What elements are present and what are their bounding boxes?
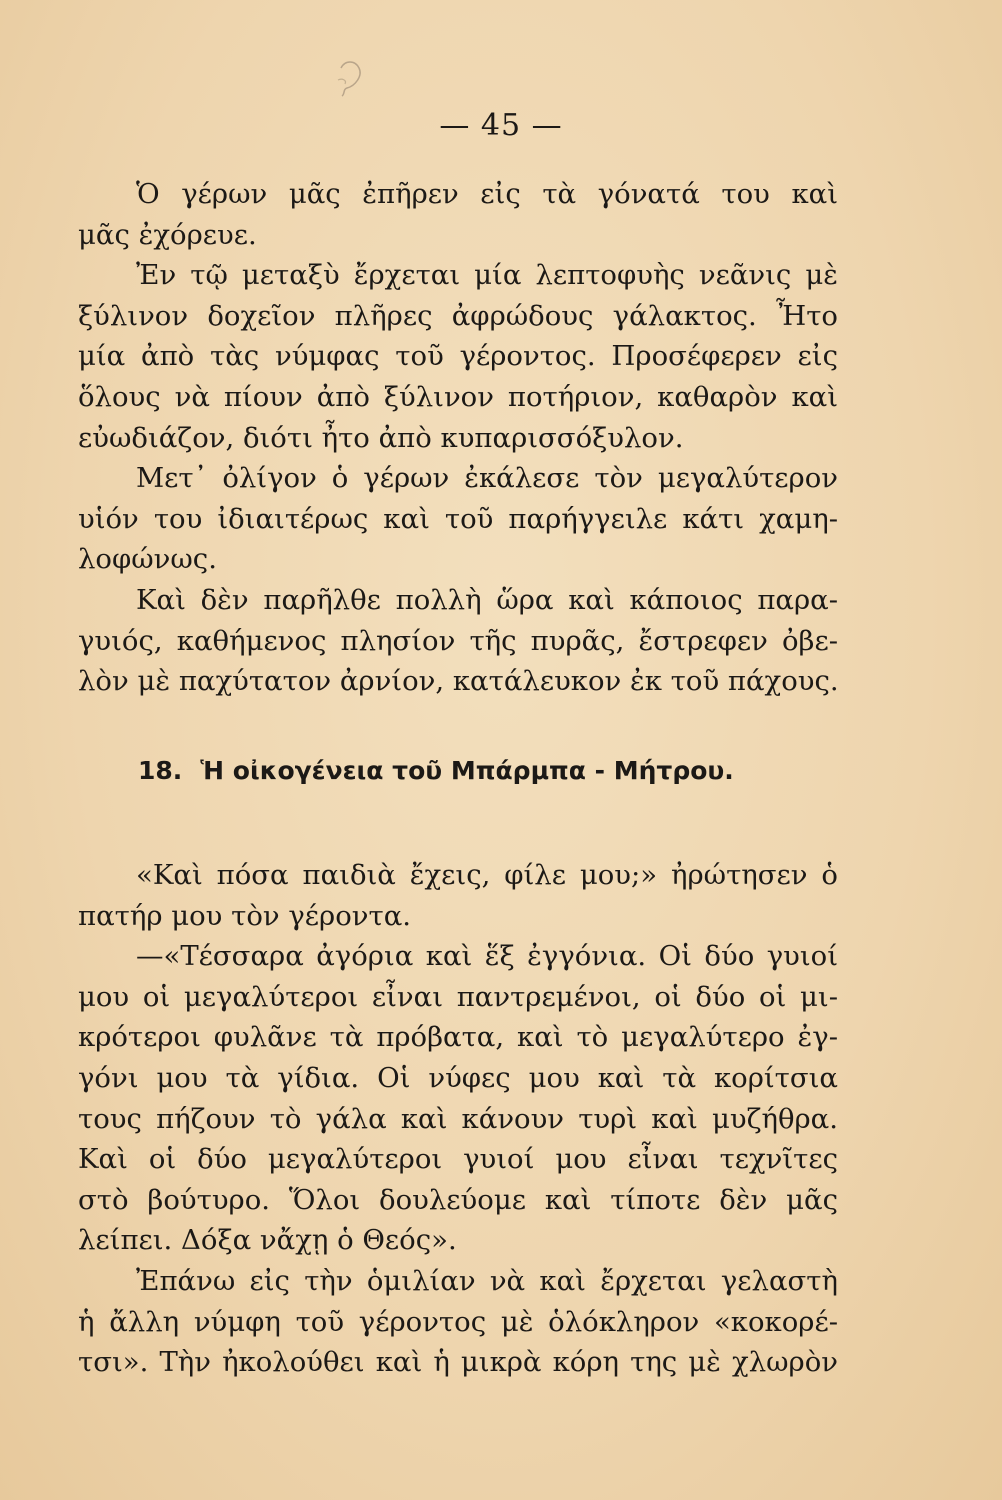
- text-line: μᾶς ἐχόρευε.: [78, 218, 257, 251]
- page-number: — 45 —: [439, 108, 563, 143]
- text-line: λείπει. Δόξα νἄχῃ ὁ Θεός».: [78, 1224, 457, 1257]
- section-two-text: [78, 855, 838, 1383]
- text-line: ὅλους νὰ πίουν ἀπὸ ξύλινον ποτήριον, καθαρὸν καὶ: [78, 380, 838, 413]
- section-one-text: [78, 174, 838, 702]
- text-line: υἱόν του ἰδιαιτέρως καὶ τοῦ παρήγγειλε κάτι χαμη-: [78, 502, 838, 535]
- text-line: τσι». Τὴν ἠκολούθει καὶ ἡ μικρὰ κόρη της μὲ χλωρὸν: [78, 1346, 838, 1379]
- text-line: μία ἀπὸ τὰς νύμφας τοῦ γέροντος. Προσέφερεν εἰς: [78, 340, 838, 373]
- text-line: —«Τέσσαρα ἀγόρια καὶ ἕξ ἐγγόνια. Οἱ δύο γυιοί: [136, 940, 838, 973]
- text-line: πατήρ μου τὸν γέροντα.: [78, 899, 412, 932]
- text-line: «Καὶ πόσα παιδιὰ ἔχεις, φίλε μου;» ἠρώτησεν ὁ: [136, 859, 838, 891]
- text-line: Καὶ οἱ δύο μεγαλύτεροι γυιοί μου εἶναι τεχνῖτες: [78, 1143, 838, 1176]
- text-line: λοφώνως.: [78, 543, 217, 576]
- text-line: ἡ ἄλλη νύμφη τοῦ γέροντος μὲ ὁλόκληρον «κοκορέ-: [78, 1305, 838, 1338]
- text-line: λὸν μὲ παχύτατον ἀρνίον, κατάλευκον ἐκ τοῦ πάχους.: [78, 665, 839, 698]
- text-line: γυιός, καθήμενος πλησίον τῆς πυρᾶς, ἔστρεφεν ὀβε-: [78, 624, 838, 657]
- section-title: Ἡ οἰκογένεια τοῦ Μπάρμπα - Μήτρου.: [200, 756, 734, 785]
- section-number: 18.: [138, 756, 183, 785]
- text-line: γόνι μου τὰ γίδια. Οἱ νύφες μου καὶ τὰ κορίτσια: [78, 1061, 838, 1094]
- text-line: κρότεροι φυλᾶνε τὰ πρόβατα, καὶ τὸ μεγαλύτερο ἐγ-: [78, 1021, 838, 1054]
- text-line: Μετ᾽ ὀλίγον ὁ γέρων ἐκάλεσε τὸν μεγαλύτερον: [136, 462, 838, 495]
- ink-smudge: [333, 58, 367, 98]
- text-line: τους πήζουν τὸ γάλα καὶ κάνουν τυρὶ καὶ μυζήθρα.: [78, 1102, 838, 1135]
- text-line: εὐωδιάζον, διότι ἦτο ἀπὸ κυπαρισσόξυλον.: [78, 421, 684, 454]
- text-line: Ἐπάνω εἰς τὴν ὁμιλίαν νὰ καὶ ἔρχεται γελαστὴ: [136, 1264, 838, 1297]
- text-line: στὸ βούτυρο. Ὅλοι δουλεύομε καὶ τίποτε δὲν μᾶς: [78, 1183, 838, 1216]
- section-heading: [138, 756, 734, 785]
- text-line: Ὁ γέρων μᾶς ἐπῆρεν εἰς τὰ γόνατά του καὶ: [136, 178, 838, 210]
- text-line: Καὶ δὲν παρῆλθε πολλὴ ὥρα καὶ κάποιος παρα-: [136, 583, 838, 616]
- text-line: ξύλινον δοχεῖον πλῆρες ἀφρώδους γάλακτος. Ἦτο: [78, 299, 838, 332]
- text-line: Ἐν τῷ μεταξὺ ἔρχεται μία λεπτοφυὴς νεᾶνις μὲ: [136, 259, 838, 292]
- text-line: μου οἱ μεγαλύτεροι εἶναι παντρεμένοι, οἱ δύο οἱ μι-: [78, 980, 838, 1013]
